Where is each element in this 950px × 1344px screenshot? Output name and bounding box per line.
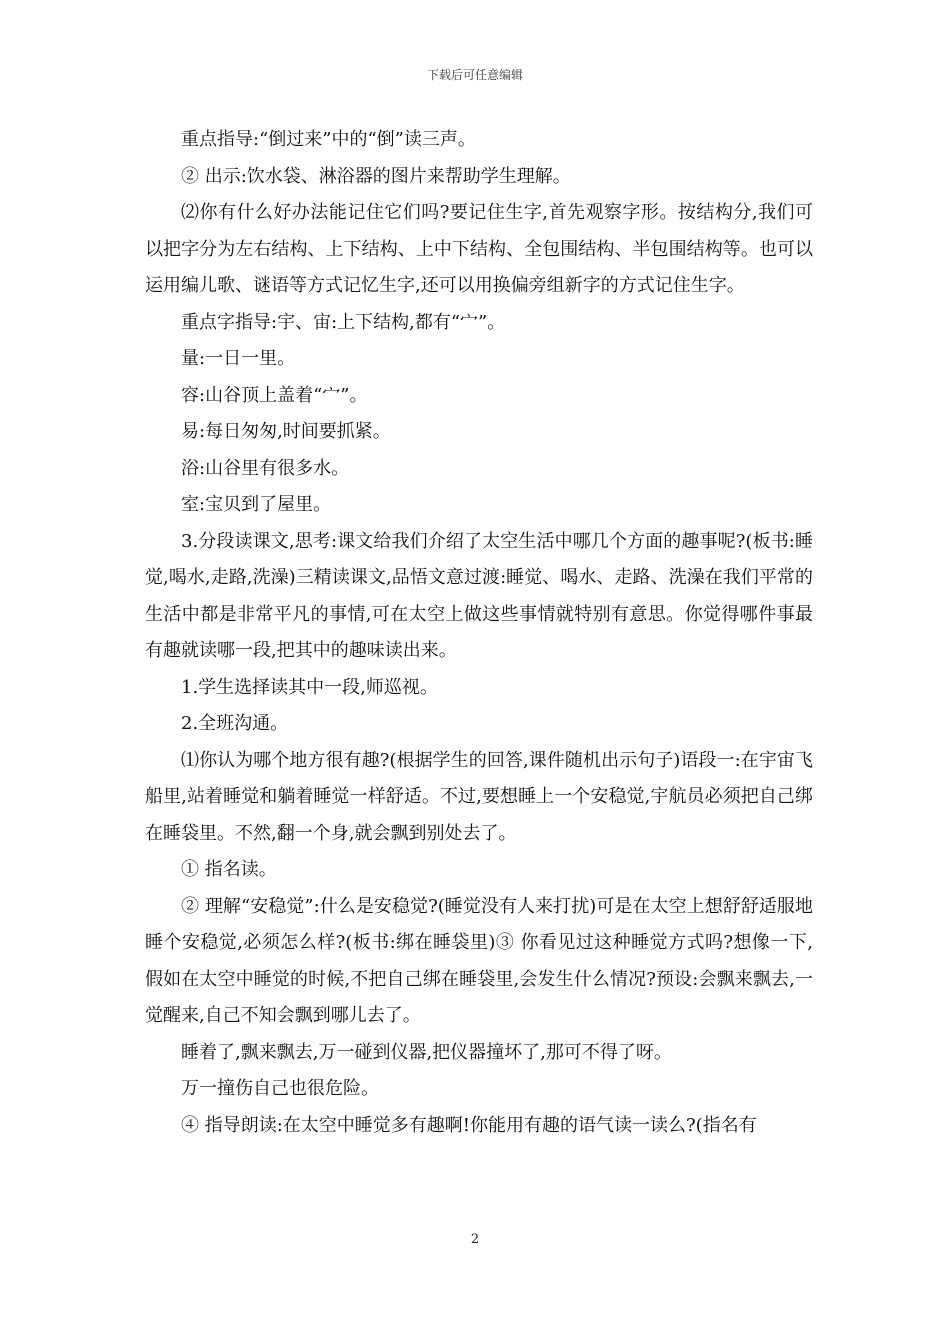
page-header: 下载后可任意编辑 xyxy=(426,68,523,82)
paragraph-4: 重点字指导:宇、宙:上下结构,都有“宀”。 xyxy=(181,311,506,333)
document-body xyxy=(145,122,813,1144)
paragraph-13: ⑴你认为哪个地方很有趣?(根据学生的回答,课件随机出示句子)语段一:在宇宙飞船里,站着睡觉和躺着睡觉一样舒适。不过,要想睡上一个安稳觉,宇航员必须把自己绑在睡袋里。不然,翻一个身,就会飘到别处去了。 xyxy=(145,749,813,844)
paragraph-6: 容:山谷顶上盖着“宀”。 xyxy=(181,384,368,406)
paragraph-18: ④ 指导朗读:在太空中睡觉多有趣啊!你能用有趣的语气读一读么?(指名有 xyxy=(181,1114,757,1136)
paragraph-1: 重点指导:“倒过来”中的“倒”读三声。 xyxy=(181,129,476,150)
paragraph-11: 1.学生选择读其中一段,师巡视。 xyxy=(181,676,438,698)
paragraph-16: 睡着了,飘来飘去,万一碰到仪器,把仪器撞坏了,那可不得了呀。 xyxy=(181,1041,672,1063)
paragraph-9: 室:宝贝到了屋里。 xyxy=(181,494,332,515)
paragraph-17: 万一撞伤自己也很危险。 xyxy=(181,1078,379,1099)
paragraph-3: ⑵你有什么好办法能记住它们吗?要记住生字,首先观察字形。按结构分,我们可以把字分为左右结构、上下结构、上中下结构、全包围结构、半包围结构等。也可以运用编儿歌、谜语等方式记忆生字,还可以用换偏旁组新字的方式记住生字。 xyxy=(145,202,813,296)
paragraph-15: ② 理解“安稳觉”:什么是安稳觉?(睡觉没有人来打扰)可是在太空上想舒舒适服地睡个安稳觉,必须怎么样?(板书:绑在睡袋里)③ 你看见过这种睡觉方式吗?想像一下,假如在太空中睡觉的时候,不把自己绑在睡袋里,会发生什么情况?预设:会飘来飘去,一觉醒来,自己不知会飘到哪儿去了。 xyxy=(145,895,813,1026)
paragraph-5: 量:一日一里。 xyxy=(181,348,296,369)
paragraph-10: 3.分段读课文,思考:课文给我们介绍了太空生活中哪几个方面的趣事呢?(板书:睡觉,喝水,走路,洗澡)三精读课文,品悟文意过渡:睡觉、喝水、走路、洗澡在我们平常的生活中都是非常平凡的事情,可在太空上做这些事情就特别有意思。你觉得哪件事最有趣就读哪一段,把其中的趣味读出来。 xyxy=(145,530,813,661)
page-number: 2 xyxy=(470,1232,480,1247)
paragraph-2: ② 出示:饮水袋、淋浴器的图片来帮助学生理解。 xyxy=(181,165,571,187)
paragraph-14: ① 指名读。 xyxy=(181,859,277,880)
paragraph-8: 浴:山谷里有很多水。 xyxy=(181,457,350,479)
paragraph-7: 易:每日匆匆,时间要抓紧。 xyxy=(181,421,391,442)
paragraph-12: 2.全班沟通。 xyxy=(181,713,289,734)
